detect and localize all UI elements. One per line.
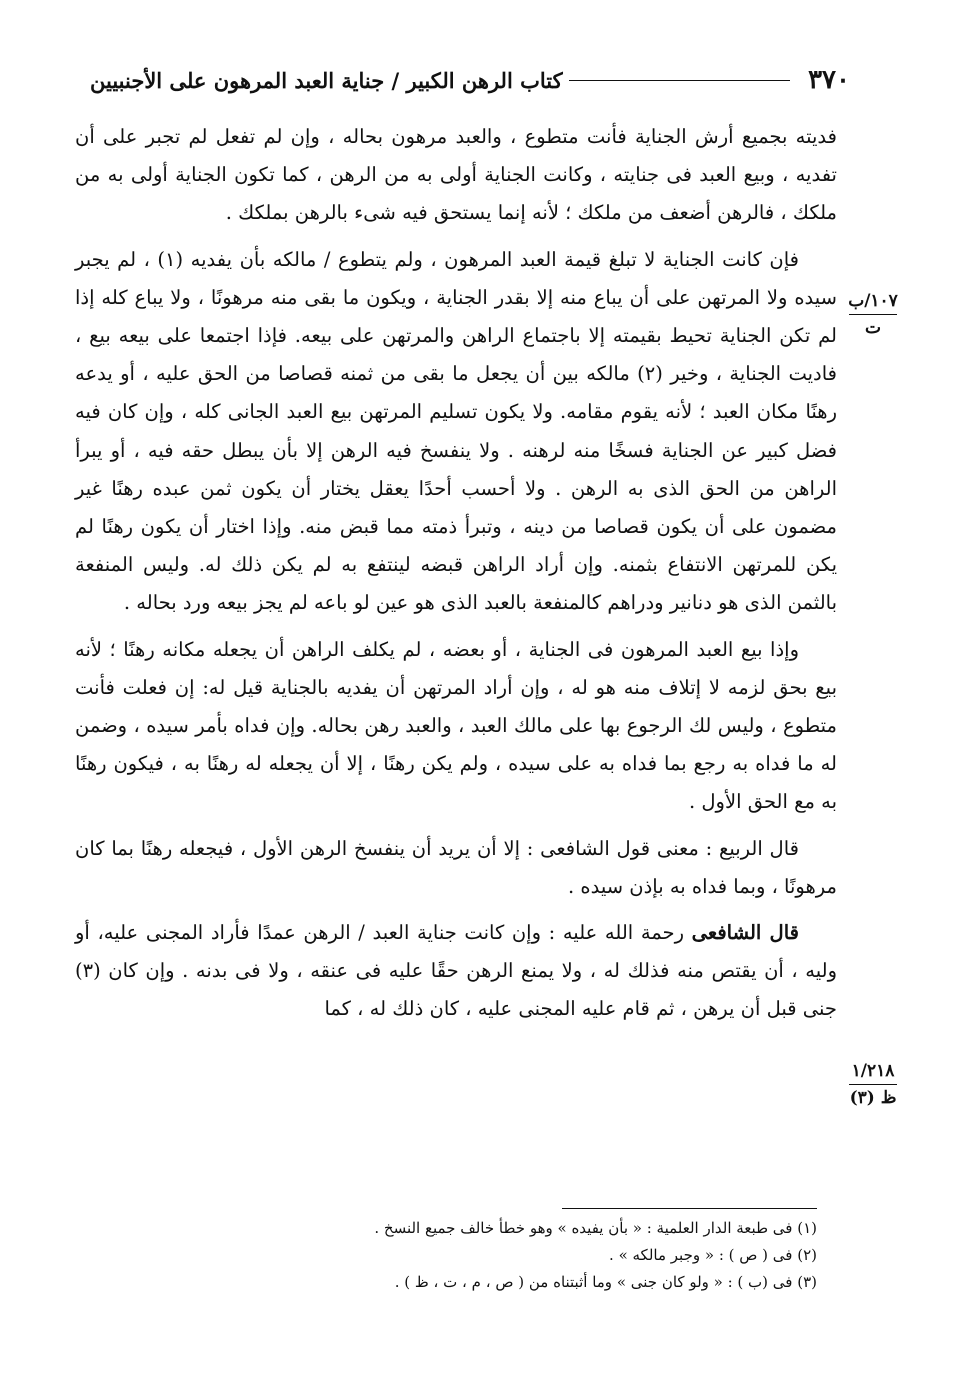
margin-note-rule (849, 314, 897, 315)
speaker-lead: قال الشافعى (691, 921, 799, 945)
margin-note-bottom: ت (864, 318, 881, 338)
paragraph-2: فإن كانت الجناية لا تبلغ قيمة العبد المرهون ، ولم يتطوع / مالكه بأن يفديه (١) ، لم يجبر سيده ولا المرتهن على أن يباع منه إلا بقدر الجناية ، ويكون ما بقى منه مرهونًا ، ولا يباع كله إذا لم تكن الجناية تحيط بقيمته إلا باجتماع الراهن والمرتهن على بيعه. فإذا اجتمعا على بيعه بيع ، فاديت الجناية ، وخير (٢) مالكه بين أن يجعل ما بقى من ثمنه قصاصا من الحق عليه ، أو يدعه رهنًا مكان العبد ؛ لأنه يقوم مقامه. ولا يكون تسليم المرتهن بيع العبد الجانى كله ، وإن كان فيه فضل كبير عن الجناية فسخًا منه لرهنه . ولا ينفسخ فيه الرهن إلا بأن يبطل حقه فيه ، أو يبرأ الراهن من الحق الذى به الرهن . ولا أحسب أحدًا يعقل يختار أن يكون ثمن عبده رهنًا غير مضمون على أن يكون قصاصا من دينه ، وتبرأ ذمته مما قبض منه. وإذا اختار أن يكون رهنًا لم يكن للمرتهن الانتفاع بثمنه. وإن أراد الراهن قبضه لينتفع به لم يكن ذلك له. وليس المنفعة بالثمن الذى هو دنانير ودراهم كالمنفعة بالعبد الذى هو عين لو باعه لم يجز بيعه ورد بحاله . (75, 247, 837, 615)
margin-note-top: ١٠٧/ب (848, 291, 898, 311)
footnote-rule (562, 1208, 817, 1209)
main-text (75, 118, 837, 1029)
margin-note-folio-107b (843, 290, 903, 339)
page-number: ٣٧٠ (808, 65, 850, 95)
footnotes (120, 1215, 817, 1296)
margin-note-bottom: ظ (٣) (849, 1088, 897, 1108)
page-header (90, 60, 850, 100)
paragraph-5 (75, 914, 837, 1029)
paragraph-3: وإذا بيع العبد المرهون فى الجناية ، أو بعضه ، لم يكلف الراهن أن يجعله مكانه رهنًا ؛ لأنه بيع بحق لزمه لا إتلاف منه هو له ، وإن أراد المرتهن أن يفديه بالجناية قيل له: إن فعلت فأنت متطوع ، وليس لك الرجوع بها على مالك العبد ، والعبد رهن بحاله. وإن فداه بأمر سيده ، وضمن له ما فداه به رجع بما فداه به على سيده ، ولم يكن رهنًا ، إلا أن يجعله له رهنًا به ، فيكون رهنًا به مع الحق الأول . (75, 637, 837, 814)
running-head: كتاب الرهن الكبير / جناية العبد المرهون على الأجنبيين (90, 67, 563, 93)
margin-note-rule (849, 1084, 897, 1085)
footnote-2: (٢) فى ( ص ) : « وجبر مالكه » . (609, 1246, 817, 1264)
margin-note-top: ١/٢١٨ (851, 1061, 895, 1081)
paragraph-4: قال الربيع : معنى قول الشافعى : إلا أن يريد أن ينفسخ الرهن الأول ، فيجعله رهنًا بما كان مرهونًا ، وبما فداه به بإذن سيده . (75, 836, 837, 898)
paragraph-1: فديته بجميع أرش الجناية فأنت متطوع ، والعبد مرهون بحاله ، وإن لم تفعل لم تجبر على أن تفديه ، وبيع العبد فى جنايته ، وكانت الجناية أولى به من الرهن ، كما تكون الجناية أولى به من ملكك ، فالرهن أضعف من ملكك ؛ لأنه إنما يستحق فيه شىء بالرهن بملكك . (75, 125, 837, 225)
header-rule (569, 80, 791, 81)
paragraph-5-text: رحمة الله عليه : وإن كانت جناية العبد / الرهن عمدًا فأراد المجنى عليه، أو وليه ، أن يقتص منه فذلك له ، ولا يمنع الرهن حقًا عليه فى عنقه ، ولا فى بدنه . وإن كان (٣) جنى قبل أن يرهن ، ثم قام عليه المجنى عليه ، كان ذلك له ، كما (75, 921, 837, 1021)
footnote-3: (٣) فى (ب ) : « ولو كان جنى » وما أثبتناه من ( ص ، م ، ت ، ظ ) . (394, 1273, 817, 1291)
margin-note-folio-218 (843, 1060, 903, 1109)
footnote-1: (١) فى طبعة الدار العلمية : « بأن يفيده » وهو خطأ خالف جميع النسخ . (374, 1219, 817, 1237)
